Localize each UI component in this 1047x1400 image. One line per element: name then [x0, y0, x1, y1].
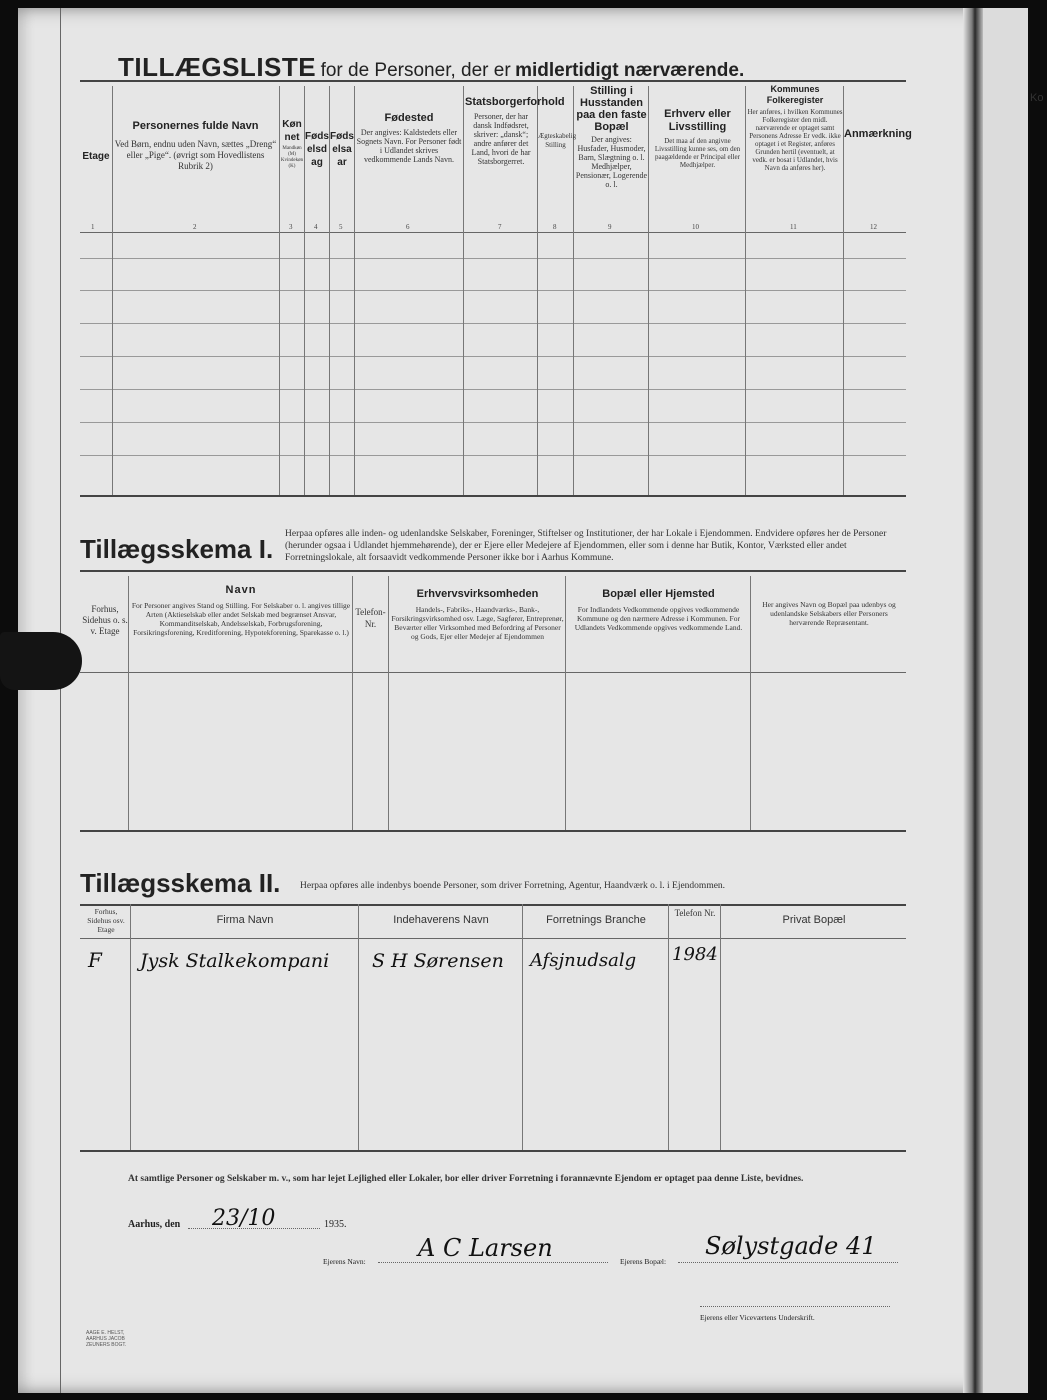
s2-col-phone-header: Telefon Nr. [674, 908, 716, 918]
skema1-title: Tillægsskema I. [80, 534, 274, 564]
col-register-header: Kommunes Folkeregister Her anføres, i hvilken Kommunes Folkeregister den midl. nærværende er optaget samt Personens Adresse Er vedk. ikke optaget i et Register, anføres Grunden hertil (eventuelt, at vedk. er bosat i Udlandet, hvis Navn da anføres her). [747, 84, 843, 172]
col-number: 3 [289, 223, 293, 231]
s1-col-name-header: Navn For Personer angives Stand og Stilling. For Selskaber o. l. angives tillige Arten (Aktieselskab eller andet Selskab med begrænset Ansvar, Kommanditselskab, Andelsselskab, Forbrugsforening, Forsikringsforening, Kreditforening, Hypotekforening, Sparekasse o. l.) [131, 584, 351, 637]
skema2-intro: Herpaa opføres alle indenbys boende Personer, som driver Forretning, Agentur, Haandværk o. l. i Ejendommen. [300, 881, 726, 891]
s2-row1-branch: Afsjnudsalg [530, 950, 637, 971]
col-citizenship-header: Statsborgerforhold Personer, der har dansk Indfødsret, skriver: „dansk“; andre anfører det Land, hvori de har Statsborgerret. [465, 96, 565, 166]
title-bold: TILLÆGSLISTE [118, 52, 317, 82]
s1-col-phone-header: Telefon-Nr. [355, 607, 386, 629]
title-emph: midlertidigt nærværende. [515, 60, 745, 81]
s2-col-address-header: Privat Bopæl [782, 914, 846, 926]
s1-col-representative-header: Her angives Navn og Bopæl paa udenbys og udenlandske Selskabers eller Personers herværende Repræsentant. [762, 600, 896, 627]
col-name-header: Personernes fulde Navn Ved Børn, endnu uden Navn, sættes „Dreng“ eller „Pige“. (øvrigt som Hovedlistens Rubrik 2) [114, 120, 277, 171]
col-birthplace-header: Fødested Der angives: Kaldstedets eller Sognets Navn. For Personer født i Udlandet skrives vedkommende Lands Navn. [356, 112, 462, 164]
page-title [118, 52, 744, 83]
col-remark-header: Anmærkning [844, 128, 912, 140]
next-page-edge [983, 8, 1028, 1393]
col-etage-header: Etage [82, 151, 110, 162]
s2-col-owner-header: Indehaverens Navn [393, 914, 489, 926]
s2-col-branch-header: Forretnings Branche [546, 914, 646, 926]
s1-col-etage-header: Forhus, Sidehus o. s. v. Etage [82, 604, 128, 636]
thumb-shadow [0, 632, 82, 690]
date-handwritten: 23/10 [212, 1206, 276, 1231]
col-birthyear-header: Fødselsaar [330, 131, 354, 168]
col-number: 5 [339, 223, 343, 231]
s2-row1-etage: F [88, 948, 102, 972]
declaration: At samtlige Personer og Selskaber m. v., som har lejet Lejlighed eller Lokaler, bor eller driver Forretning i forannævnte Ejendom er optaget paa denne Liste, bevidnes. [128, 1174, 804, 1184]
col-number: 12 [870, 223, 877, 231]
col-birthday-header: Fødselsdag [305, 131, 329, 168]
col-number: 8 [553, 223, 557, 231]
printer-mark: AAGE E. HELST, AARHUS JACOB ZEUNERS BOGT. [86, 1330, 127, 1348]
col-number: 7 [498, 223, 502, 231]
s1-col-residence-header: Bopæl eller Hjemsted For Indlandets Vedkommende opgives vedkommende Kommune og den nærmere Adresse i Kommunen. For Udlandets Vedkommende opgives vedkommende Land. [574, 588, 743, 632]
col-number: 4 [314, 223, 318, 231]
s2-row1-phone: 1984 [672, 944, 718, 965]
book-spine [963, 8, 983, 1393]
margin-line [60, 8, 61, 1393]
owner-address-label: Ejerens Bopæl: [620, 1257, 667, 1266]
place-label: Aarhus, den [128, 1219, 181, 1230]
s2-row1-owner: S H Sørensen [372, 950, 504, 972]
col-occupation-header: Erhverv eller Livsstilling Det maa af den angivne Livsstilling kunne ses, om den paagældende er Principal eller Medhjælper. [654, 108, 741, 169]
col-number: 1 [91, 223, 95, 231]
col-number: 6 [406, 223, 410, 231]
col-number: 9 [608, 223, 612, 231]
col-number: 11 [790, 223, 797, 231]
s2-col-etage-header: Forhus, Sidehus osv. Etage [87, 907, 125, 934]
s2-row1-firm: Jysk Stalkekompani [140, 950, 330, 972]
skema1-intro: Herpaa opføres alle inden- og udenlandske Selskaber, Foreninger, Stiftelser og Institutioner, der har Lokale i Ejendommen. Endvidere opføres her de Personer (herunder ogsaa i Udlandet hjemmehørende), der er Ejere eller Medejere af Ejendommen, eller som i denne har Butik, Kontor, Værksted eller andet Forretningslokale, alt forsaavidt vedkommende Personer ikke bor i Aarhus Kommune. [285, 529, 887, 563]
owner-name: A C Larsen [418, 1234, 553, 1262]
year: 1935. [324, 1219, 347, 1230]
next-page-text: Ko [1030, 92, 1044, 104]
signature-caption: Ejerens eller Viceværtens Underskrift. [700, 1313, 815, 1322]
col-number: 2 [193, 223, 197, 231]
form-page [18, 8, 1028, 1393]
col-marital-header: Ægteskabelig Stilling [538, 132, 577, 149]
title-rest: for de Personer, der er [320, 60, 511, 81]
col-sex-header: Kønnet Mandkøn (M) Kvindekøn (K) [280, 119, 304, 169]
s1-col-business-header: Erhvervsvirksomheden Handels-, Fabriks-, Haandværks-, Bank-, Forsikringsvirksomhed osv. Læge, Sagfører, Entreprenør, Beværter eller Virksomhed med Befordring af Personer og Gods, Ejer eller Medejer af Ejendommen [391, 588, 564, 641]
owner-address: Sølystgade 41 [705, 1232, 877, 1260]
col-household-header: Stilling i Husstanden paa den faste Bopæl Der angives: Husfader, Husmoder, Barn, Slægtning o. l. Medhjælper, Pensionær, Logerende o. l. [575, 85, 648, 189]
skema2-title: Tillægsskema II. [80, 868, 281, 898]
col-number: 10 [692, 223, 699, 231]
s2-col-firm-header: Firma Navn [216, 914, 274, 926]
owner-name-label: Ejerens Navn: [323, 1257, 366, 1266]
